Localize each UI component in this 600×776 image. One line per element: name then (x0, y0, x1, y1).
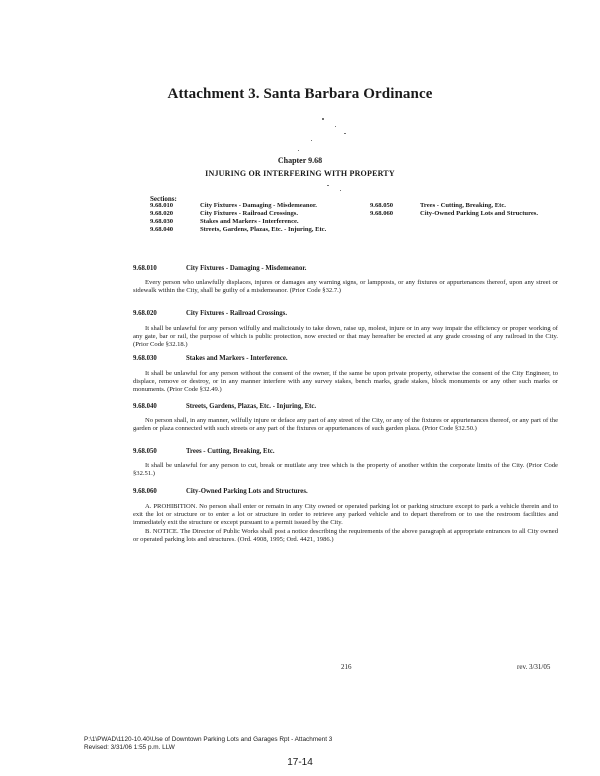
chapter-label: Chapter 9.68 (277, 156, 323, 165)
file-path-footer (84, 736, 332, 752)
subsection-b: B. NOTICE. The Director of Public Works shall post a notice describing the requirements of the above paragraph at appropriate entrances to all City owned or operated parking lots and structures. (Ord. 4908, 1995; Ord. 4421, 1986.) (133, 527, 558, 543)
section-code: 9.68.020 (133, 310, 157, 317)
chapter-title: INJURING OR INTERFERING WITH PROPERTY (205, 169, 395, 178)
section-text: Every person who unlawfully displaces, injures or damages any warning signs, or lampposts, or any fixtures or appurtenances thereof, upon any street or sidewalk within the City, shall be guilty of a misdemeanor. (Prior Code §32.7.) (133, 279, 558, 295)
footer-revised: Revised: 3/31/06 1:55 p.m. LLW (84, 744, 175, 751)
document-title: Attachment 3. Santa Barbara Ordinance (167, 86, 433, 102)
scan-speck (327, 185, 329, 186)
toc-title: Trees - Cutting, Breaking, Etc. (420, 202, 506, 209)
bottom-page-number: 17-14 (287, 757, 313, 768)
section-heading (133, 265, 306, 272)
page-number: 216 (341, 663, 352, 671)
section-code: 9.68.060 (133, 488, 157, 495)
section-title: Streets, Gardens, Plazas, Etc. - Injuring, Etc. (186, 403, 317, 410)
toc-code: 9.68.060 (370, 210, 394, 217)
toc-entry (150, 226, 355, 234)
section-heading (133, 355, 288, 362)
section-text: It shall be unlawful for any person to cut, break or mutilate any tree which is the property of another within the corporate limits of the City. (Prior Code §32.51.) (133, 462, 558, 478)
toc-title: Stakes and Markers - Interference. (200, 218, 299, 225)
section-heading (133, 488, 308, 495)
toc-code: 9.68.040 (150, 226, 174, 233)
scan-speck (322, 118, 324, 120)
toc-entry (150, 218, 355, 226)
section-code: 9.68.030 (133, 355, 157, 362)
toc-code: 9.68.030 (150, 218, 174, 225)
toc-code: 9.68.010 (150, 202, 174, 209)
section-text: It shall be unlawful for any person wilfully and maliciously to take down, raise up, molest, injure or in any way impair the efficiency or proper working of any gate, bar or rail, the purpose of which is public protection, now erected or that may hereafter be erected at any grade crossing of any railroad in the City. (Prior Code §32.18.) (133, 325, 558, 349)
scan-speck (311, 140, 312, 141)
scan-speck (344, 133, 346, 134)
scan-speck (298, 150, 299, 151)
toc-entry (150, 202, 355, 210)
section-code: 9.68.040 (133, 403, 157, 410)
toc-left-column (150, 202, 355, 234)
toc-entry (150, 210, 355, 218)
toc-entry (370, 202, 545, 210)
section-text (133, 503, 558, 544)
section-heading (133, 448, 275, 455)
section-title: Stakes and Markers - Interference. (186, 355, 288, 362)
toc-right-column (370, 202, 545, 218)
section-text: It shall be unlawful for any person without the consent of the owner, if the same be upon private property, otherwise the consent of the City Engineer, to displace, remove or destroy, or in any manner interfere with any survey stakes, bench marks, grade stakes, block monuments or any other such marks or monuments. (Prior Code §32.49.) (133, 370, 558, 394)
scan-speck (335, 126, 336, 127)
section-heading (133, 310, 287, 317)
footer-path: P:\1\PWAD\1120-10.40\Use of Downtown Parking Lots and Garages Rpt - Attachment 3 (84, 736, 333, 743)
sections-label: Sections: (150, 195, 177, 203)
section-title: City-Owned Parking Lots and Structures. (186, 488, 308, 495)
toc-title: City-Owned Parking Lots and Structures. (420, 210, 539, 217)
section-title: City Fixtures - Damaging - Misdemeanor. (186, 265, 307, 272)
toc-title: Streets, Gardens, Plazas, Etc. - Injuring, Etc. (200, 226, 327, 233)
section-text: No person shall, in any manner, wilfully injure or deface any part of any street of the City, or any of the fixtures or appurtenances thereof, or any part of the garden or plaza connected with such streets or any part of the fixtures or appurtenances of such garden plaza. (Prior Code §32.50.) (133, 417, 558, 433)
subsection-a: A. PROHIBITION. No person shall enter or remain in any City owned or operated parking lot or parking structure except to park a vehicle therein and to exit the lot or structure or to enter a lot or structure in order to retrieve any parked vehicle and to depart therefrom or to use the restroom facilities and immediately exit the structure or except pursuant to a permit issued by the City. (133, 503, 558, 527)
section-code: 9.68.050 (133, 448, 157, 455)
scan-speck (340, 190, 341, 191)
revision-date: rev. 3/31/05 (517, 663, 551, 671)
toc-code: 9.68.020 (150, 210, 174, 217)
toc-title: City Fixtures - Damaging - Misdemeanor. (200, 202, 317, 209)
toc-entry (370, 210, 545, 218)
toc-title: City Fixtures - Railroad Crossings. (200, 210, 298, 217)
section-code: 9.68.010 (133, 265, 157, 272)
toc-code: 9.68.050 (370, 202, 394, 209)
section-title: City Fixtures - Railroad Crossings. (186, 310, 288, 317)
section-title: Trees - Cutting, Breaking, Etc. (186, 448, 275, 455)
section-heading (133, 403, 316, 410)
